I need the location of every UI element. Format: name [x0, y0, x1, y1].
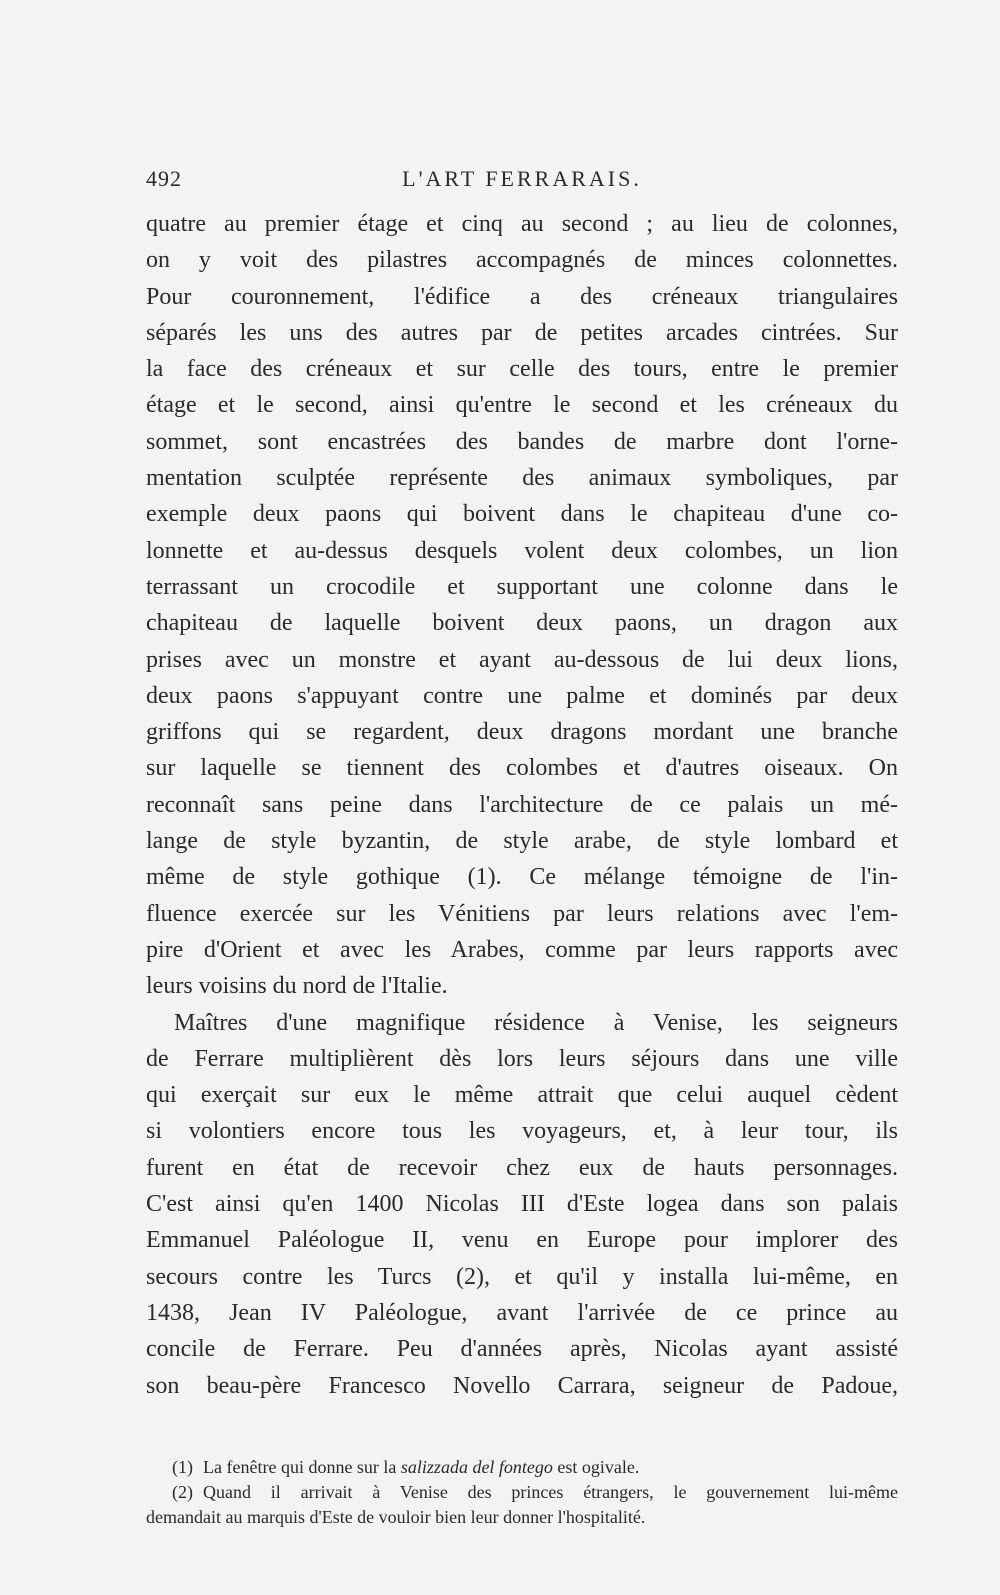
- text-line: Emmanuel Paléologue II, venu en Europe pour implorer des: [146, 1227, 898, 1254]
- text-line: concile de Ferrare. Peu d'années après, Nicolas ayant assisté: [146, 1336, 898, 1363]
- text-line: deux paons s'appuyant contre une palme et dominés par deux: [146, 682, 898, 709]
- text-line: griffons qui se regardent, deux dragons mordant une branche: [146, 719, 898, 746]
- footnotes: [146, 1455, 898, 1530]
- text-line: C'est ainsi qu'en 1400 Nicolas III d'Este logea dans son palais: [146, 1191, 898, 1218]
- text-line: lonnette et au-dessus desquels volent deux colombes, un lion: [146, 537, 898, 564]
- running-head: [146, 166, 898, 196]
- text-line: Pour couronnement, l'édifice a des créneaux triangulaires: [146, 283, 898, 310]
- text-line: pire d'Orient et avec les Arabes, comme par leurs rapports avec: [146, 936, 898, 963]
- text-line: qui exerçait sur eux le même attrait que celui auquel cèdent: [146, 1082, 898, 1109]
- footnote-text: Quand il arrivait à Venise des princes étrangers, le gouvernement lui-même: [203, 1482, 898, 1502]
- text-line: leurs voisins du nord de l'Italie.: [146, 973, 448, 1000]
- footnote-number: (1): [172, 1457, 193, 1477]
- text-line: sommet, sont encastrées des bandes de marbre dont l'orne-: [146, 428, 898, 455]
- body-text: [146, 206, 898, 1404]
- text-line: fluence exercée sur les Vénitiens par leurs relations avec l'em-: [146, 900, 898, 927]
- text-line: prises avec un monstre et ayant au-dessous de lui deux lions,: [146, 646, 898, 673]
- page-number: 492: [146, 166, 182, 191]
- text-line: terrassant un crocodile et supportant une colonne dans le: [146, 573, 898, 600]
- footnote-1: [146, 1455, 898, 1480]
- text-line: de Ferrare multiplièrent dès lors leurs séjours dans une ville: [146, 1045, 898, 1072]
- text-line: lange de style byzantin, de style arabe, de style lombard et: [146, 828, 898, 855]
- footnote-text: est ogivale.: [552, 1457, 640, 1477]
- text-line: mentation sculptée représente des animaux symboliques, par: [146, 465, 898, 492]
- text-line: étage et le second, ainsi qu'entre le second et les créneaux du: [146, 392, 898, 419]
- text-line: secours contre les Turcs (2), et qu'il y installa lui-même, en: [146, 1263, 898, 1290]
- text-line: son beau-père Francesco Novello Carrara, seigneur de Padoue,: [146, 1372, 898, 1399]
- text-line: sur laquelle se tiennent des colombes et d'autres oiseaux. On: [146, 755, 898, 782]
- text-line: si volontiers encore tous les voyageurs, et, à leur tour, ils: [146, 1118, 898, 1145]
- text-line: 1438, Jean IV Paléologue, avant l'arrivée de ce prince au: [146, 1299, 898, 1326]
- footnote-number: (2): [172, 1482, 193, 1502]
- footnote-2-continued: demandait au marquis d'Este de vouloir bien leur donner l'hospitalité.: [146, 1507, 646, 1527]
- text-line: quatre au premier étage et cinq au second ; au lieu de colonnes,: [146, 211, 898, 237]
- text-line: même de style gothique (1). Ce mélange témoigne de l'in-: [146, 864, 898, 891]
- running-title: L'ART FERRARAIS.: [402, 166, 642, 191]
- text-line: reconnaît sans peine dans l'architecture de ce palais un mé-: [146, 791, 898, 818]
- footnote-2: [146, 1480, 898, 1505]
- text-line: la face des créneaux et sur celle des tours, entre le premier: [146, 356, 898, 383]
- text-line: furent en état de recevoir chez eux de hauts personnages.: [146, 1154, 898, 1181]
- text-line: on y voit des pilastres accompagnés de minces colonnettes.: [146, 247, 898, 274]
- text-line: chapiteau de laquelle boivent deux paons, un dragon aux: [146, 610, 898, 637]
- footnote-text: La fenêtre qui donne sur la: [203, 1457, 401, 1477]
- text-line: Maîtres d'une magnifique résidence à Venise, les seigneurs: [174, 1009, 898, 1036]
- text-line: séparés les uns des autres par de petites arcades cintrées. Sur: [146, 319, 898, 346]
- text-line: exemple deux paons qui boivent dans le chapiteau d'une co-: [146, 501, 898, 528]
- footnote-italic-text: salizzada del fontego: [400, 1457, 553, 1477]
